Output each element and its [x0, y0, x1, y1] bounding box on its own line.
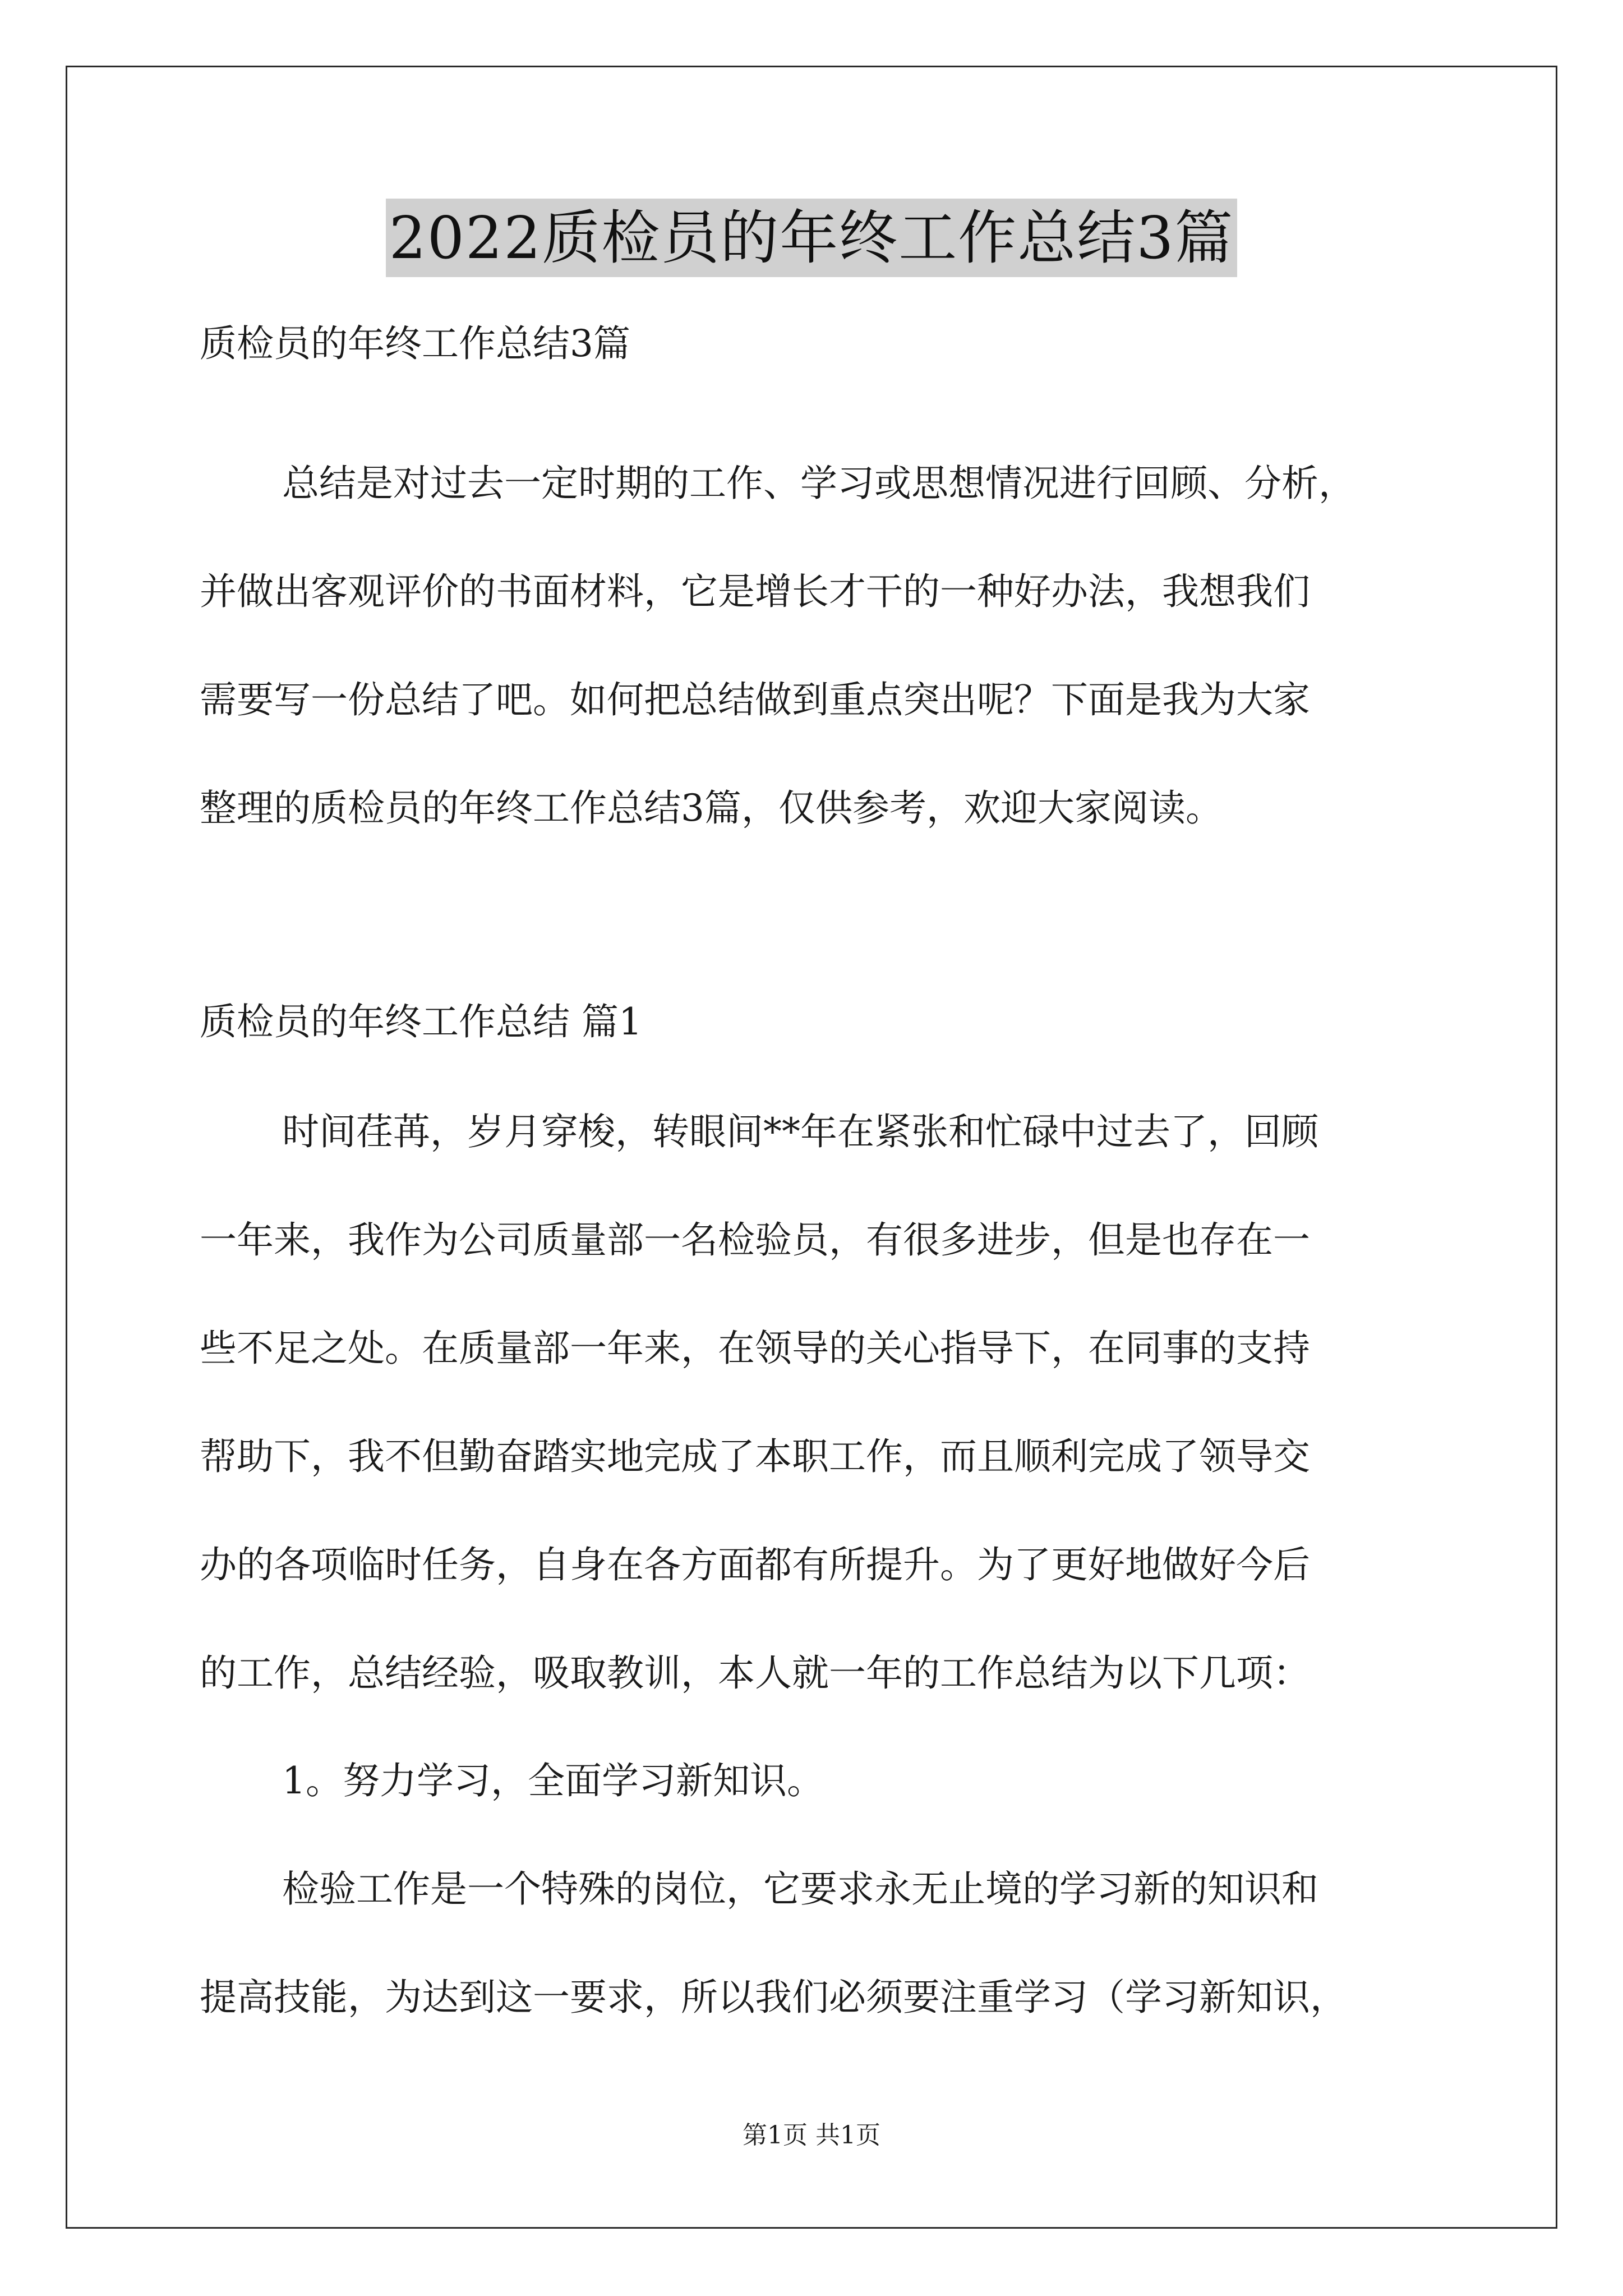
document-title: 2022质检员的年终工作总结3篇 — [386, 199, 1238, 277]
section-line-4: 帮助下，我不但勤奋踏实地完成了本职工作，而且顺利完成了领导交 — [200, 1435, 1310, 1478]
intro-line-2: 并做出客观评价的书面材料，它是增长才干的一种好办法，我想我们 — [200, 570, 1310, 613]
section-line-2: 一年来，我作为公司质量部一名检验员，有很多进步，但是也存在一 — [200, 1218, 1310, 1262]
section-line-5: 办的各项临时任务，自身在各方面都有所提升。为了更好地做好今后 — [200, 1543, 1310, 1586]
item-heading-1: 1。努力学习，全面学习新知识。 — [282, 1759, 824, 1802]
section-line-1: 时间荏苒，岁月穿梭，转眼间**年在紧张和忙碌中过去了，回顾 — [282, 1110, 1318, 1153]
item-1-line-2: 提高技能，为达到这一要求，所以我们必须要注重学习（学习新知识， — [200, 1976, 1347, 2019]
item-1-line-1: 检验工作是一个特殊的岗位，它要求永无止境的学习新的知识和 — [282, 1867, 1318, 1911]
document-subtitle: 质检员的年终工作总结3篇 — [200, 322, 630, 365]
section-line-3: 些不足之处。在质量部一年来，在领导的关心指导下，在同事的支持 — [200, 1327, 1310, 1370]
section-line-6: 的工作，总结经验，吸取教训，本人就一年的工作总结为以下几项： — [200, 1651, 1310, 1695]
intro-line-1: 总结是对过去一定时期的工作、学习或思想情况进行回顾、分析， — [282, 462, 1355, 505]
page-footer: 第1页 共1页 — [743, 2121, 880, 2150]
intro-line-4: 整理的质检员的年终工作总结3篇，仅供参考，欢迎大家阅读。 — [200, 786, 1223, 830]
title-container — [0, 199, 1623, 277]
section-heading: 质检员的年终工作总结 篇1 — [200, 1000, 642, 1043]
intro-line-3: 需要写一份总结了吧。如何把总结做到重点突出呢？下面是我为大家 — [200, 678, 1310, 721]
